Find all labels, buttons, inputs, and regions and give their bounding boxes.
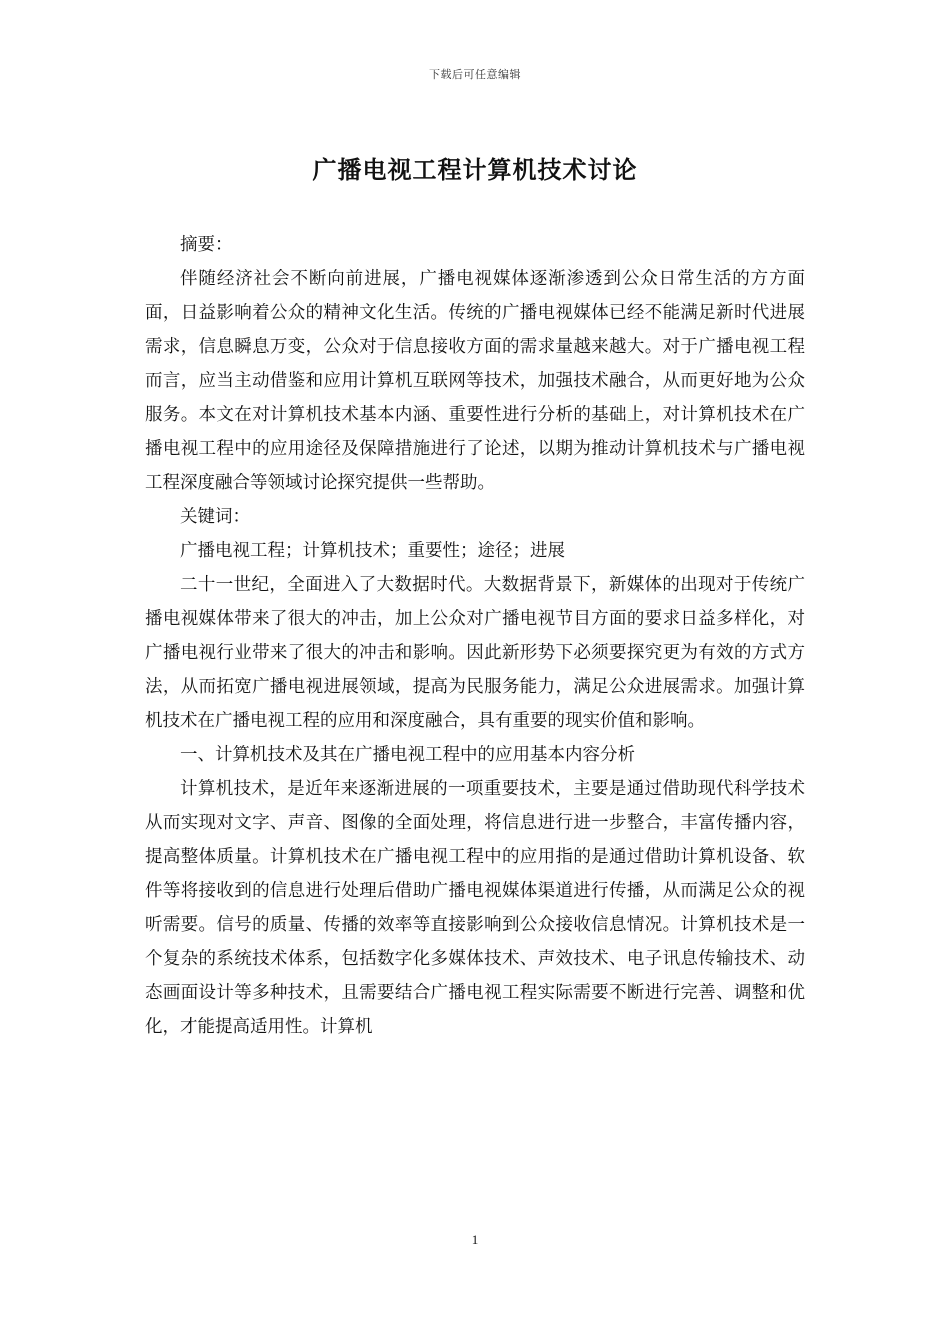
document-title: 广播电视工程计算机技术讨论 — [312, 155, 638, 184]
keywords-list: 广播电视工程；计算机技术；重要性；途径；进展 — [180, 541, 565, 561]
document-body — [145, 228, 805, 1044]
abstract-paragraph: 伴随经济社会不断向前进展，广播电视媒体逐渐渗透到公众日常生活的方方面面，日益影响着公众的精神文化生活。传统的广播电视媒体已经不能满足新时代进展需求，信息瞬息万变，公众对于信息接收方面的需求量越来越大。对于广播电视工程而言，应当主动借鉴和应用计算机互联网等技术，加强技术融合，从而更好地为公众服务。本文在对计算机技术基本内涵、重要性进行分析的基础上，对计算机技术在广播电视工程中的应用途径及保障措施进行了论述，以期为推动计算机技术与广播电视工程深度融合等领域讨论探究提供一些帮助。 — [145, 269, 805, 493]
intro-paragraph: 二十一世纪，全面进入了大数据时代。大数据背景下，新媒体的出现对于传统广播电视媒体带来了很大的冲击，加上公众对广播电视节目方面的要求日益多样化，对广播电视行业带来了很大的冲击和影响。因此新形势下必须要探究更为有效的方式方法，从而拓宽广播电视进展领域，提高为民服务能力，满足公众进展需求。加强计算机技术在广播电视工程的应用和深度融合，具有重要的现实价值和影响。 — [145, 575, 805, 731]
section-heading-1: 一、计算机技术及其在广播电视工程中的应用基本内容分析 — [180, 745, 635, 765]
section-1-paragraph: 计算机技术，是近年来逐渐进展的一项重要技术，主要是通过借助现代科学技术从而实现对文字、声音、图像的全面处理，将信息进行进一步整合，丰富传播内容，提高整体质量。计算机技术在广播电视工程中的应用指的是通过借助计算机设备、软件等将接收到的信息进行处理后借助广播电视媒体渠道进行传播，从而满足公众的视听需要。信号的质量、传播的效率等直接影响到公众接收信息情况。计算机技术是一个复杂的系统技术体系，包括数字化多媒体技术、声效技术、电子讯息传输技术、动态画面设计等多种技术，且需要结合广播电视工程实际需要不断进行完善、调整和优化，才能提高适用性。计算机 — [145, 779, 805, 1037]
page-number: 1 — [471, 1232, 479, 1247]
page-header-note: 下载后可任意编辑 — [429, 68, 521, 81]
abstract-heading: 摘要： — [180, 235, 233, 255]
keywords-heading: 关键词： — [180, 507, 250, 527]
